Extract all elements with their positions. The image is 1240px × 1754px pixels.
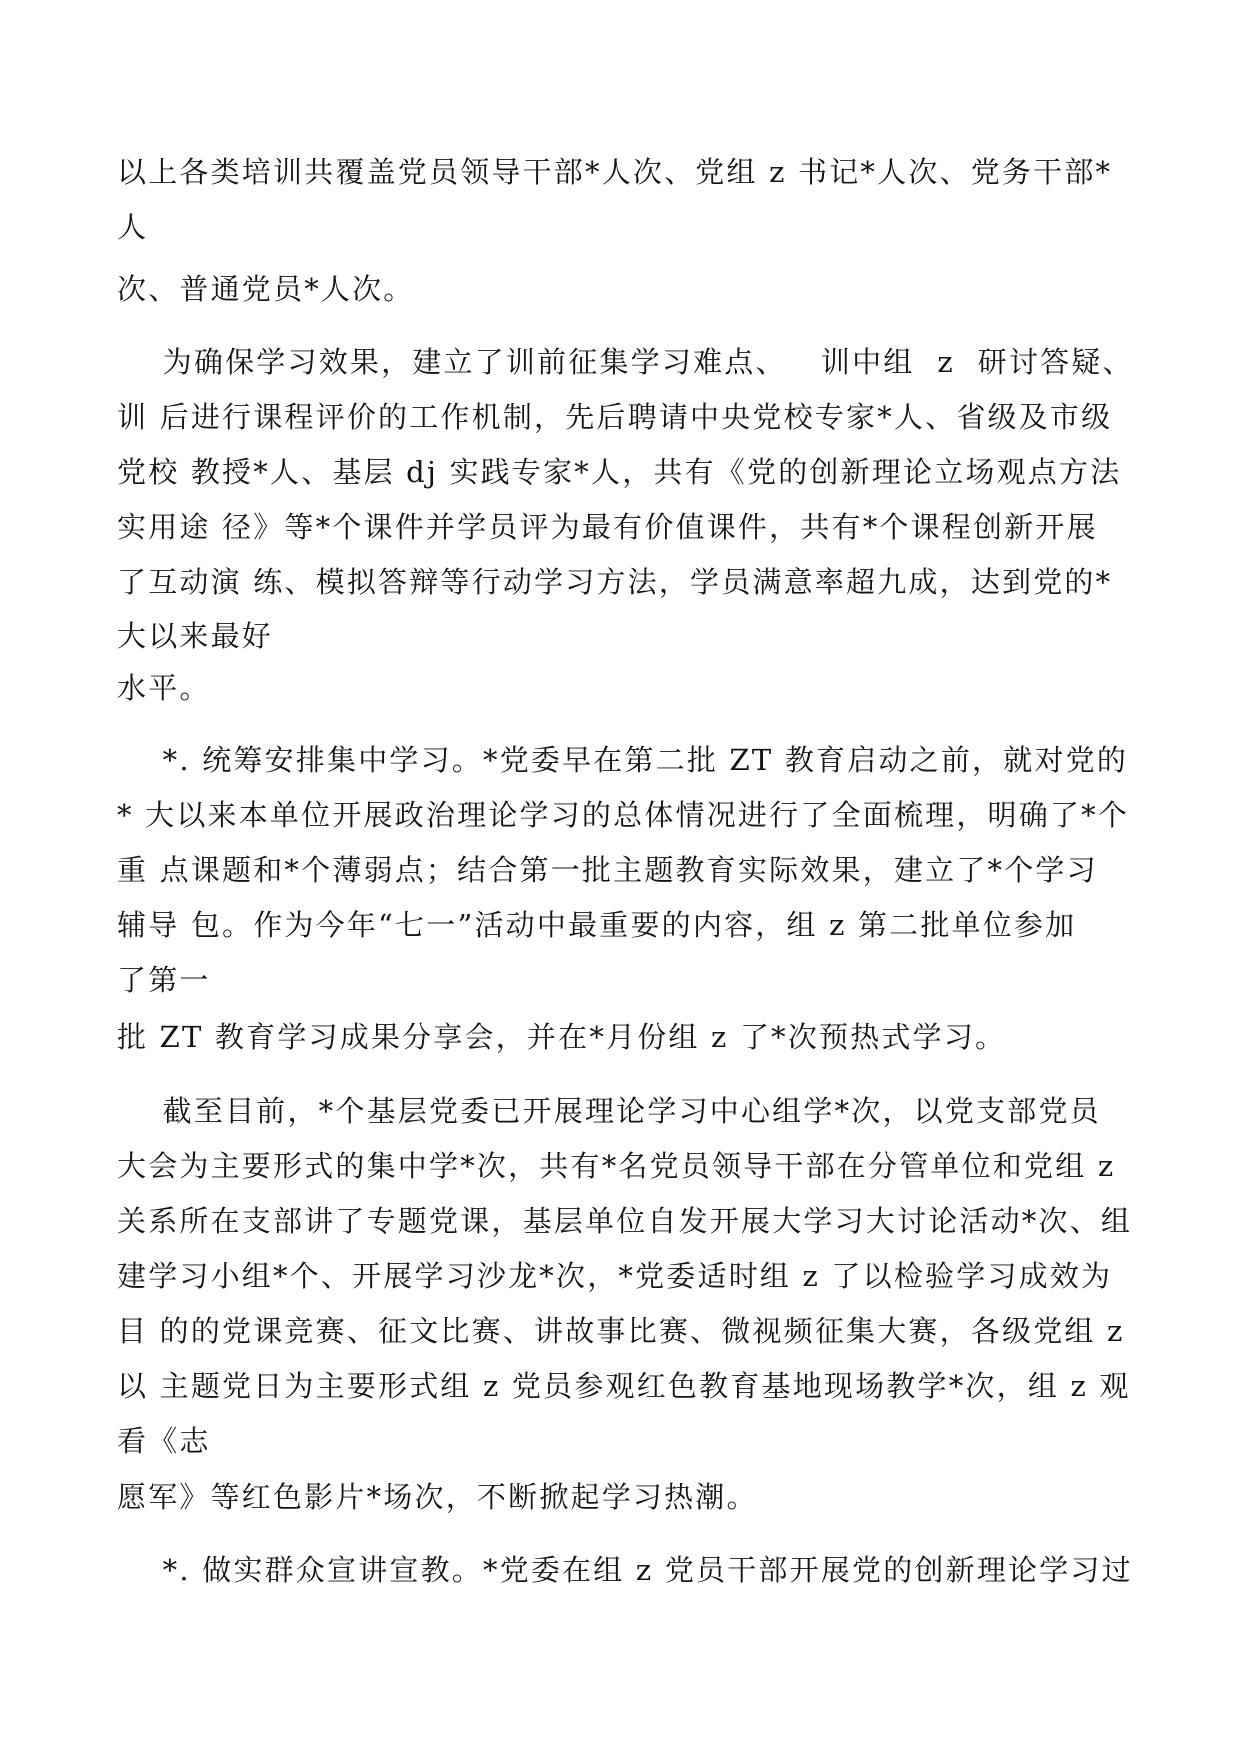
text-line: 大会为主要形式的集中学*次，共有*名党员领导干部在分管单位和党组 z	[117, 1149, 1116, 1183]
text-line: 看《志	[117, 1424, 211, 1458]
text-line: 人	[117, 210, 149, 244]
text-line: *. 做实群众宣讲宣教。*党委在组 z 党员干部开展党的创新理论学习过	[117, 1553, 1133, 1587]
text-line: 党校 教授*人、基层 dj 实践专家*人，共有《党的创新理论立场观点方法	[117, 455, 1122, 489]
text-line: 以 主题党日为主要形式组 z 党员参观红色教育基地现场教学*次，组 z 观	[117, 1369, 1131, 1403]
text-line: 水平。	[117, 671, 211, 705]
text-line: 辅导 包。作为今年“七一”活动中最重要的内容，组 z 第二批单位参加	[117, 908, 1077, 942]
text-line: 目 的的党课竞赛、征文比赛、讲故事比赛、微视频征集大赛，各级党组 z	[117, 1314, 1125, 1348]
text-line: *. 统筹安排集中学习。*党委早在第二批 ZT 教育启动之前，就对党的	[117, 743, 1129, 777]
text-line: 重 点课题和*个薄弱点；结合第一批主题教育实际效果，建立了*个学习	[117, 853, 1098, 887]
text-line: 次、普通党员*人次。	[117, 272, 415, 306]
text-line: 了第一	[117, 963, 211, 997]
text-line: 为确保学习效果，建立了训前征集学习难点、 训中组 z 研讨答疑、	[117, 345, 1134, 379]
text-line: 训 后进行课程评价的工作机制，先后聘请中央党校专家*人、省级及市级	[117, 400, 1113, 434]
text-line: 以上各类培训共覆盖党员领导干部*人次、党组 z 书记*人次、党务干部*	[117, 155, 1113, 189]
text-line: 批 ZT 教育学习成果分享会，并在*月份组 z 了*次预热式学习。	[117, 1020, 1007, 1054]
text-line: 大以来最好	[117, 619, 274, 653]
text-line: 了互动演 练、模拟答辩等行动学习方法，学员满意率超九成，达到党的*	[117, 565, 1113, 599]
text-line: 关系所在支部讲了专题党课，基层单位自发开展大学习大讨论活动*次、组	[117, 1204, 1133, 1238]
text-line: * 大以来本单位开展政治理论学习的总体情况进行了全面梳理，明确了*个	[117, 798, 1130, 832]
text-line: 截至目前，*个基层党委已开展理论学习中心组学*次，以党支部党员	[117, 1094, 1101, 1128]
text-line: 愿军》等红色影片*场次，不断掀起学习热潮。	[117, 1480, 758, 1514]
text-line: 实用途 径》等*个课件并学员评为最有价值课件，共有*个课程创新开展	[117, 510, 1098, 544]
text-line: 建学习小组*个、开展学习沙龙*次，*党委适时组 z 了以检验学习成效为	[117, 1259, 1113, 1293]
